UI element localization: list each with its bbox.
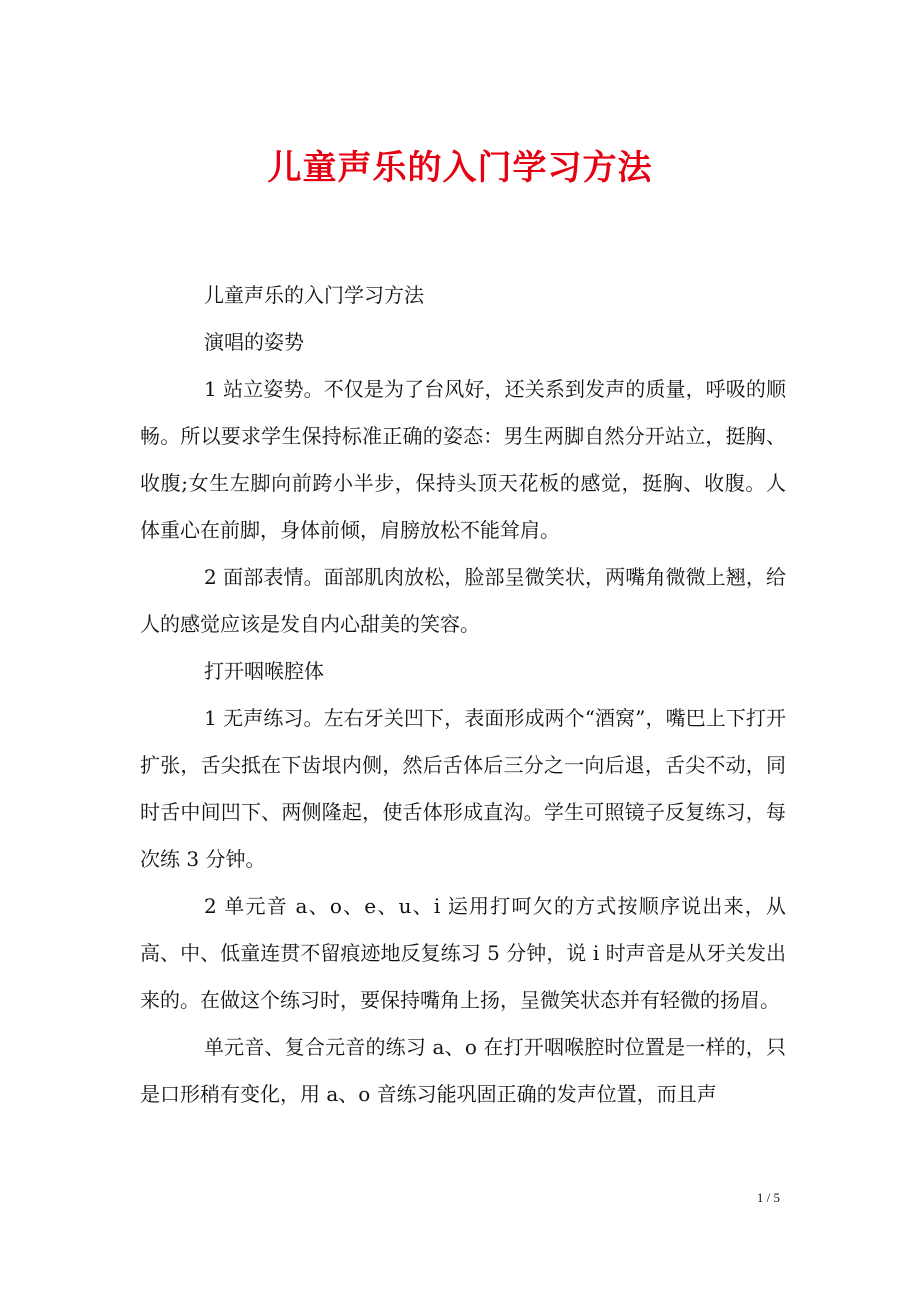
section-heading-singing-posture: 演唱的姿势 xyxy=(204,330,304,354)
paragraph-single-vowels: 2 单元音 a、o、e、u、i 运用打呵欠的方式按顺序说出来，从高、中、低童连贯不留痕迹地反复练习 5 分钟，说 i 时声音是从牙关发出来的。在做这个练习时，要保持嘴角上扬，呈微笑状态并有轻微的扬眉。 xyxy=(140,894,786,1012)
page-number: 1 / 5 xyxy=(756,1190,780,1205)
paragraph-subtitle: 儿童声乐的入门学习方法 xyxy=(204,283,424,307)
paragraph-compound-vowels: 单元音、复合元音的练习 a、o 在打开咽喉腔时位置是一样的，只是口形稍有变化，用 a、o 音练习能巩固正确的发声位置，而且声 xyxy=(140,1035,786,1106)
document-body xyxy=(140,272,786,1118)
paragraph-standing-posture: 1 站立姿势。不仅是为了台风好，还关系到发声的质量，呼吸的顺畅。所以要求学生保持标准正确的姿态：男生两脚自然分开站立，挺胸、收腹;女生左脚向前跨小半步，保持头顶天花板的感觉，挺胸、收腹。人体重心在前脚，身体前倾，肩膀放松不能耸肩。 xyxy=(140,377,786,542)
paragraph-facial-expression: 2 面部表情。面部肌肉放松，脸部呈微笑状，两嘴角微微上翘，给人的感觉应该是发自内心甜美的笑容。 xyxy=(140,565,786,636)
section-heading-open-throat: 打开咽喉腔体 xyxy=(204,659,324,683)
paragraph-silent-practice: 1 无声练习。左右牙关凹下，表面形成两个“酒窝”，嘴巴上下打开扩张，舌尖抵在下齿垠内侧，然后舌体后三分之一向后退，舌尖不动，同时舌中间凹下、两侧隆起，使舌体形成直沟。学生可照镜子反复练习，每次练 3 分钟。 xyxy=(140,706,786,871)
document-title: 儿童声乐的入门学习方法 xyxy=(267,148,653,188)
